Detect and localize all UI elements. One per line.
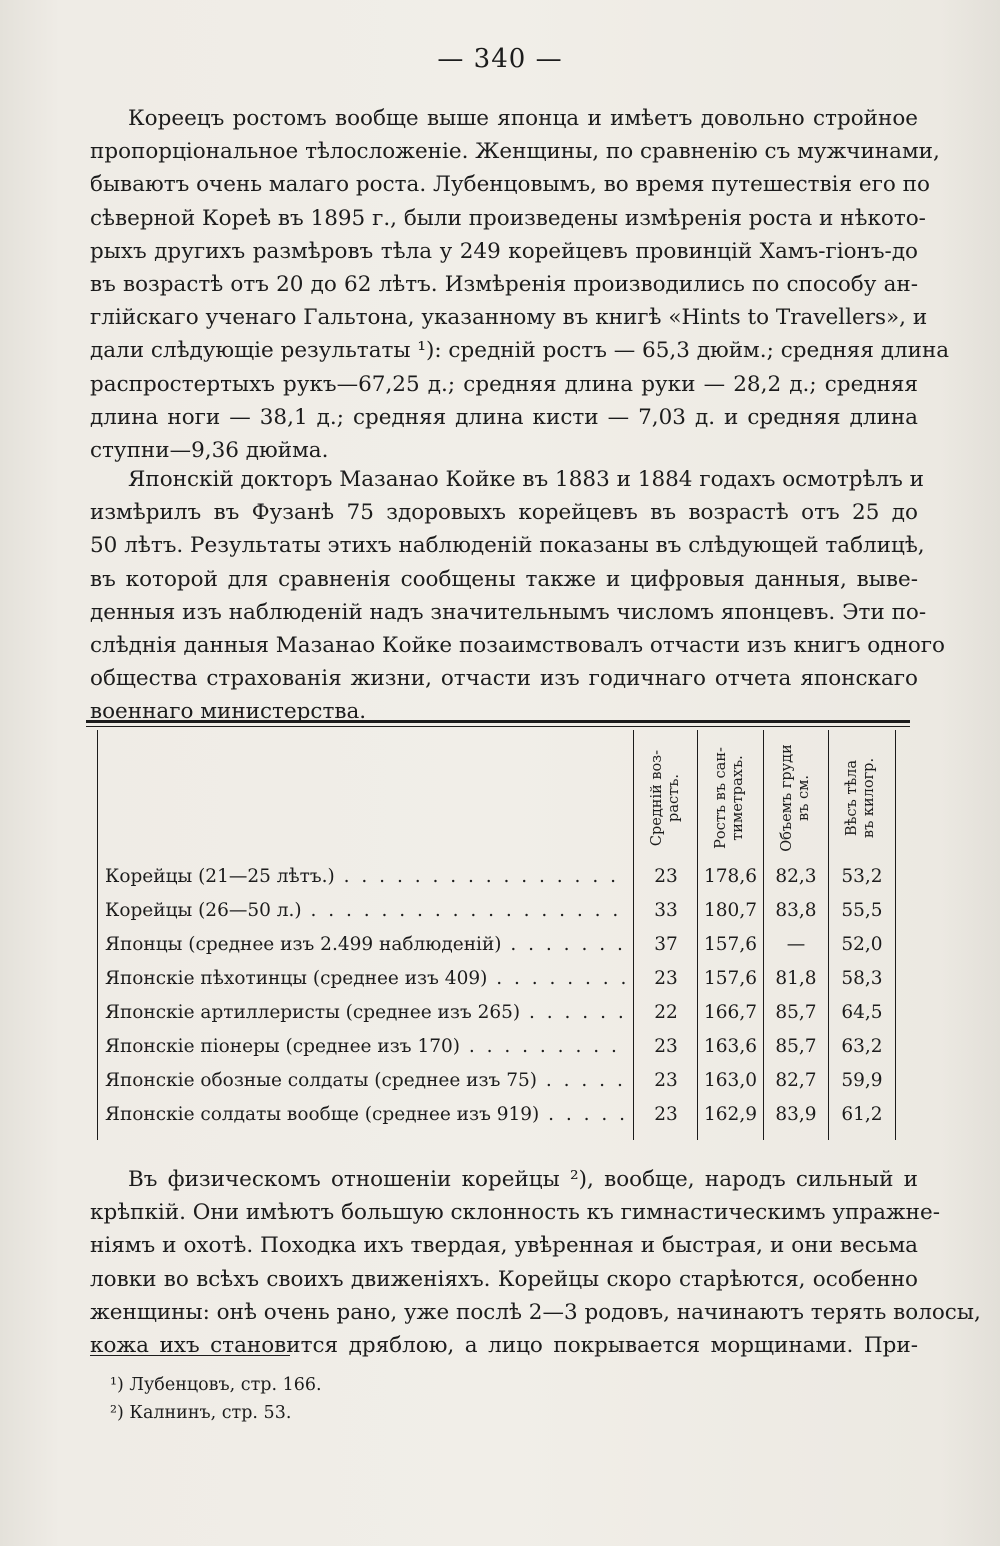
text-line: длина ноги — 38,1 д.; средняя длина кисти — 7,03 д. и средняя длина [90, 404, 918, 430]
column-header-weight: Вѣсъ тѣла въ килогр. [844, 757, 877, 839]
text-line: Кореецъ ростомъ вообще выше японца и имѣетъ довольно стройное [128, 106, 918, 131]
footnote-rule [90, 1355, 290, 1356]
cell-weight: 53,2 [841, 866, 883, 887]
text-line: общества страхованія жизни, отчасти изъ годичнаго отчета японскаго [90, 666, 918, 692]
text-line: пропорціональное тѣлосложеніе. Женщины, по сравненію съ мужчинами, [90, 139, 940, 165]
cell-chest: 82,7 [775, 1070, 817, 1091]
cell-age: 23 [654, 1070, 678, 1091]
cell-weight: 63,2 [841, 1036, 883, 1057]
paragraph-physical-traits [90, 1163, 981, 1362]
text-line: денныя изъ наблюденій надъ значительнымъ числомъ японцевъ. Эти по- [90, 599, 927, 625]
cell-age: 22 [654, 1002, 678, 1023]
table-row [0, 900, 1000, 934]
row-label: Корейцы (21—25 лѣтъ.) . . . [105, 866, 625, 887]
table-top-rule [86, 720, 910, 723]
paragraph-koike-study [90, 463, 945, 729]
text-line: измѣрилъ въ Фузанѣ 75 здоровыхъ корейцевъ въ возрастѣ отъ 25 до [90, 500, 918, 526]
row-label: Корейцы (26—50 л.) . . . [105, 900, 625, 921]
cell-height: 157,6 [704, 968, 757, 989]
row-label: Японцы (среднее изъ 2.499 наблюденій) . . . [105, 934, 625, 955]
footnote-1: ¹) Лубенцовъ, стр. 166. [110, 1375, 322, 1395]
text-line: ніямъ и охотѣ. Походка ихъ твердая, увѣренная и быстрая, и они весьма [90, 1233, 918, 1259]
column-header-age: Средній воз- растъ. [649, 749, 682, 847]
table-row [0, 1104, 1000, 1138]
page-number: — 340 — [437, 44, 563, 74]
cell-height: 180,7 [704, 900, 757, 921]
cell-height: 178,6 [704, 866, 757, 887]
cell-age: 23 [654, 1104, 678, 1125]
table-row [0, 934, 1000, 968]
table-row [0, 1070, 1000, 1104]
row-label: Японскіе обозные солдаты (среднее изъ 75) . . . [105, 1070, 625, 1091]
cell-age: 33 [654, 900, 678, 921]
table-row [0, 1002, 1000, 1036]
text-line: женщины: онѣ очень рано, уже послѣ 2—3 родовъ, начинаютъ терять волосы, [90, 1299, 981, 1325]
cell-weight: 61,2 [841, 1104, 883, 1125]
table-row [0, 1036, 1000, 1070]
text-line: кожа ихъ становится дряблою, а лицо покрывается морщинами. При- [90, 1333, 918, 1359]
cell-chest: — [786, 934, 806, 955]
cell-chest: 82,3 [775, 866, 817, 887]
cell-weight: 55,5 [841, 900, 883, 921]
cell-weight: 52,0 [841, 934, 883, 955]
cell-weight: 59,9 [841, 1070, 883, 1091]
text-line: крѣпкій. Они имѣютъ большую склонность къ гимнастическимъ упражне- [90, 1200, 940, 1226]
text-line: бываютъ очень малаго роста. Лубенцовымъ, во время путешествія его по [90, 172, 930, 198]
text-line: въ возрастѣ отъ 20 до 62 лѣтъ. Измѣренія производились по способу ан- [90, 272, 918, 298]
cell-chest: 81,8 [775, 968, 817, 989]
cell-age: 37 [654, 934, 678, 955]
column-header-chest: Объемъ груди въ см. [779, 744, 812, 852]
cell-chest: 83,9 [775, 1104, 817, 1125]
text-line: дали слѣдующіе результаты ¹): средній ростъ — 65,3 дюйм.; средняя длина [90, 338, 950, 364]
text-line: распростертыхъ рукъ—67,25 д.; средняя длина руки — 28,2 д.; средняя [90, 371, 918, 397]
cell-age: 23 [654, 1036, 678, 1057]
cell-chest: 85,7 [775, 1002, 817, 1023]
table-row [0, 968, 1000, 1002]
cell-height: 163,0 [704, 1070, 757, 1091]
text-line: глійскаго ученаго Гальтона, указанному въ книгѣ «Hints to Travellers», и [90, 305, 928, 331]
row-label: Японскіе піонеры (среднее изъ 170) . . . [105, 1036, 625, 1057]
text-line: рыхъ другихъ размѣровъ тѣла у 249 корейцевъ провинцій Хамъ-гіонъ-до [90, 238, 918, 264]
cell-height: 157,6 [704, 934, 757, 955]
cell-age: 23 [654, 968, 678, 989]
text-line: Японскій докторъ Мазанао Койке въ 1883 и 1884 годахъ осмотрѣлъ и [128, 467, 924, 492]
text-line: ловки во всѣхъ своихъ движеніяхъ. Корейцы скоро старѣются, особенно [90, 1266, 918, 1292]
table-top-rule-thin [86, 726, 910, 727]
row-label: Японскіе пѣхотинцы (среднее изъ 409) . . . [105, 968, 625, 989]
table-row [0, 866, 1000, 900]
paragraph-height-measurements [90, 102, 950, 467]
cell-height: 166,7 [704, 1002, 757, 1023]
cell-age: 23 [654, 866, 678, 887]
text-line: слѣднія данныя Мазанао Койке позаимствовалъ отчасти изъ книгъ одного [90, 633, 945, 659]
text-line: ступни—9,36 дюйма. [90, 438, 329, 464]
text-line: Въ физическомъ отношеніи корейцы ²), вообще, народъ сильный и [128, 1167, 918, 1192]
cell-chest: 83,8 [775, 900, 817, 921]
cell-height: 163,6 [704, 1036, 757, 1057]
column-header-height: Ростъ въ сан- тиметрахъ. [713, 747, 746, 849]
row-label: Японскіе артиллеристы (среднее изъ 265) . . . [105, 1002, 625, 1023]
cell-weight: 58,3 [841, 968, 883, 989]
cell-weight: 64,5 [841, 1002, 883, 1023]
text-line: военнаго министерства. [90, 699, 367, 725]
cell-height: 162,9 [704, 1104, 757, 1125]
text-line: сѣверной Кореѣ въ 1895 г., были произведены измѣренія роста и нѣкото- [90, 205, 926, 231]
row-label: Японскіе солдаты вообще (среднее изъ 919) . . . [105, 1104, 625, 1125]
text-line: въ которой для сравненія сообщены также и цифровыя данныя, выве- [90, 566, 918, 592]
footnote-2: ²) Калнинъ, стр. 53. [110, 1403, 292, 1423]
text-line: 50 лѣтъ. Результаты этихъ наблюденій показаны въ слѣдующей таблицѣ, [90, 533, 925, 559]
cell-chest: 85,7 [775, 1036, 817, 1057]
